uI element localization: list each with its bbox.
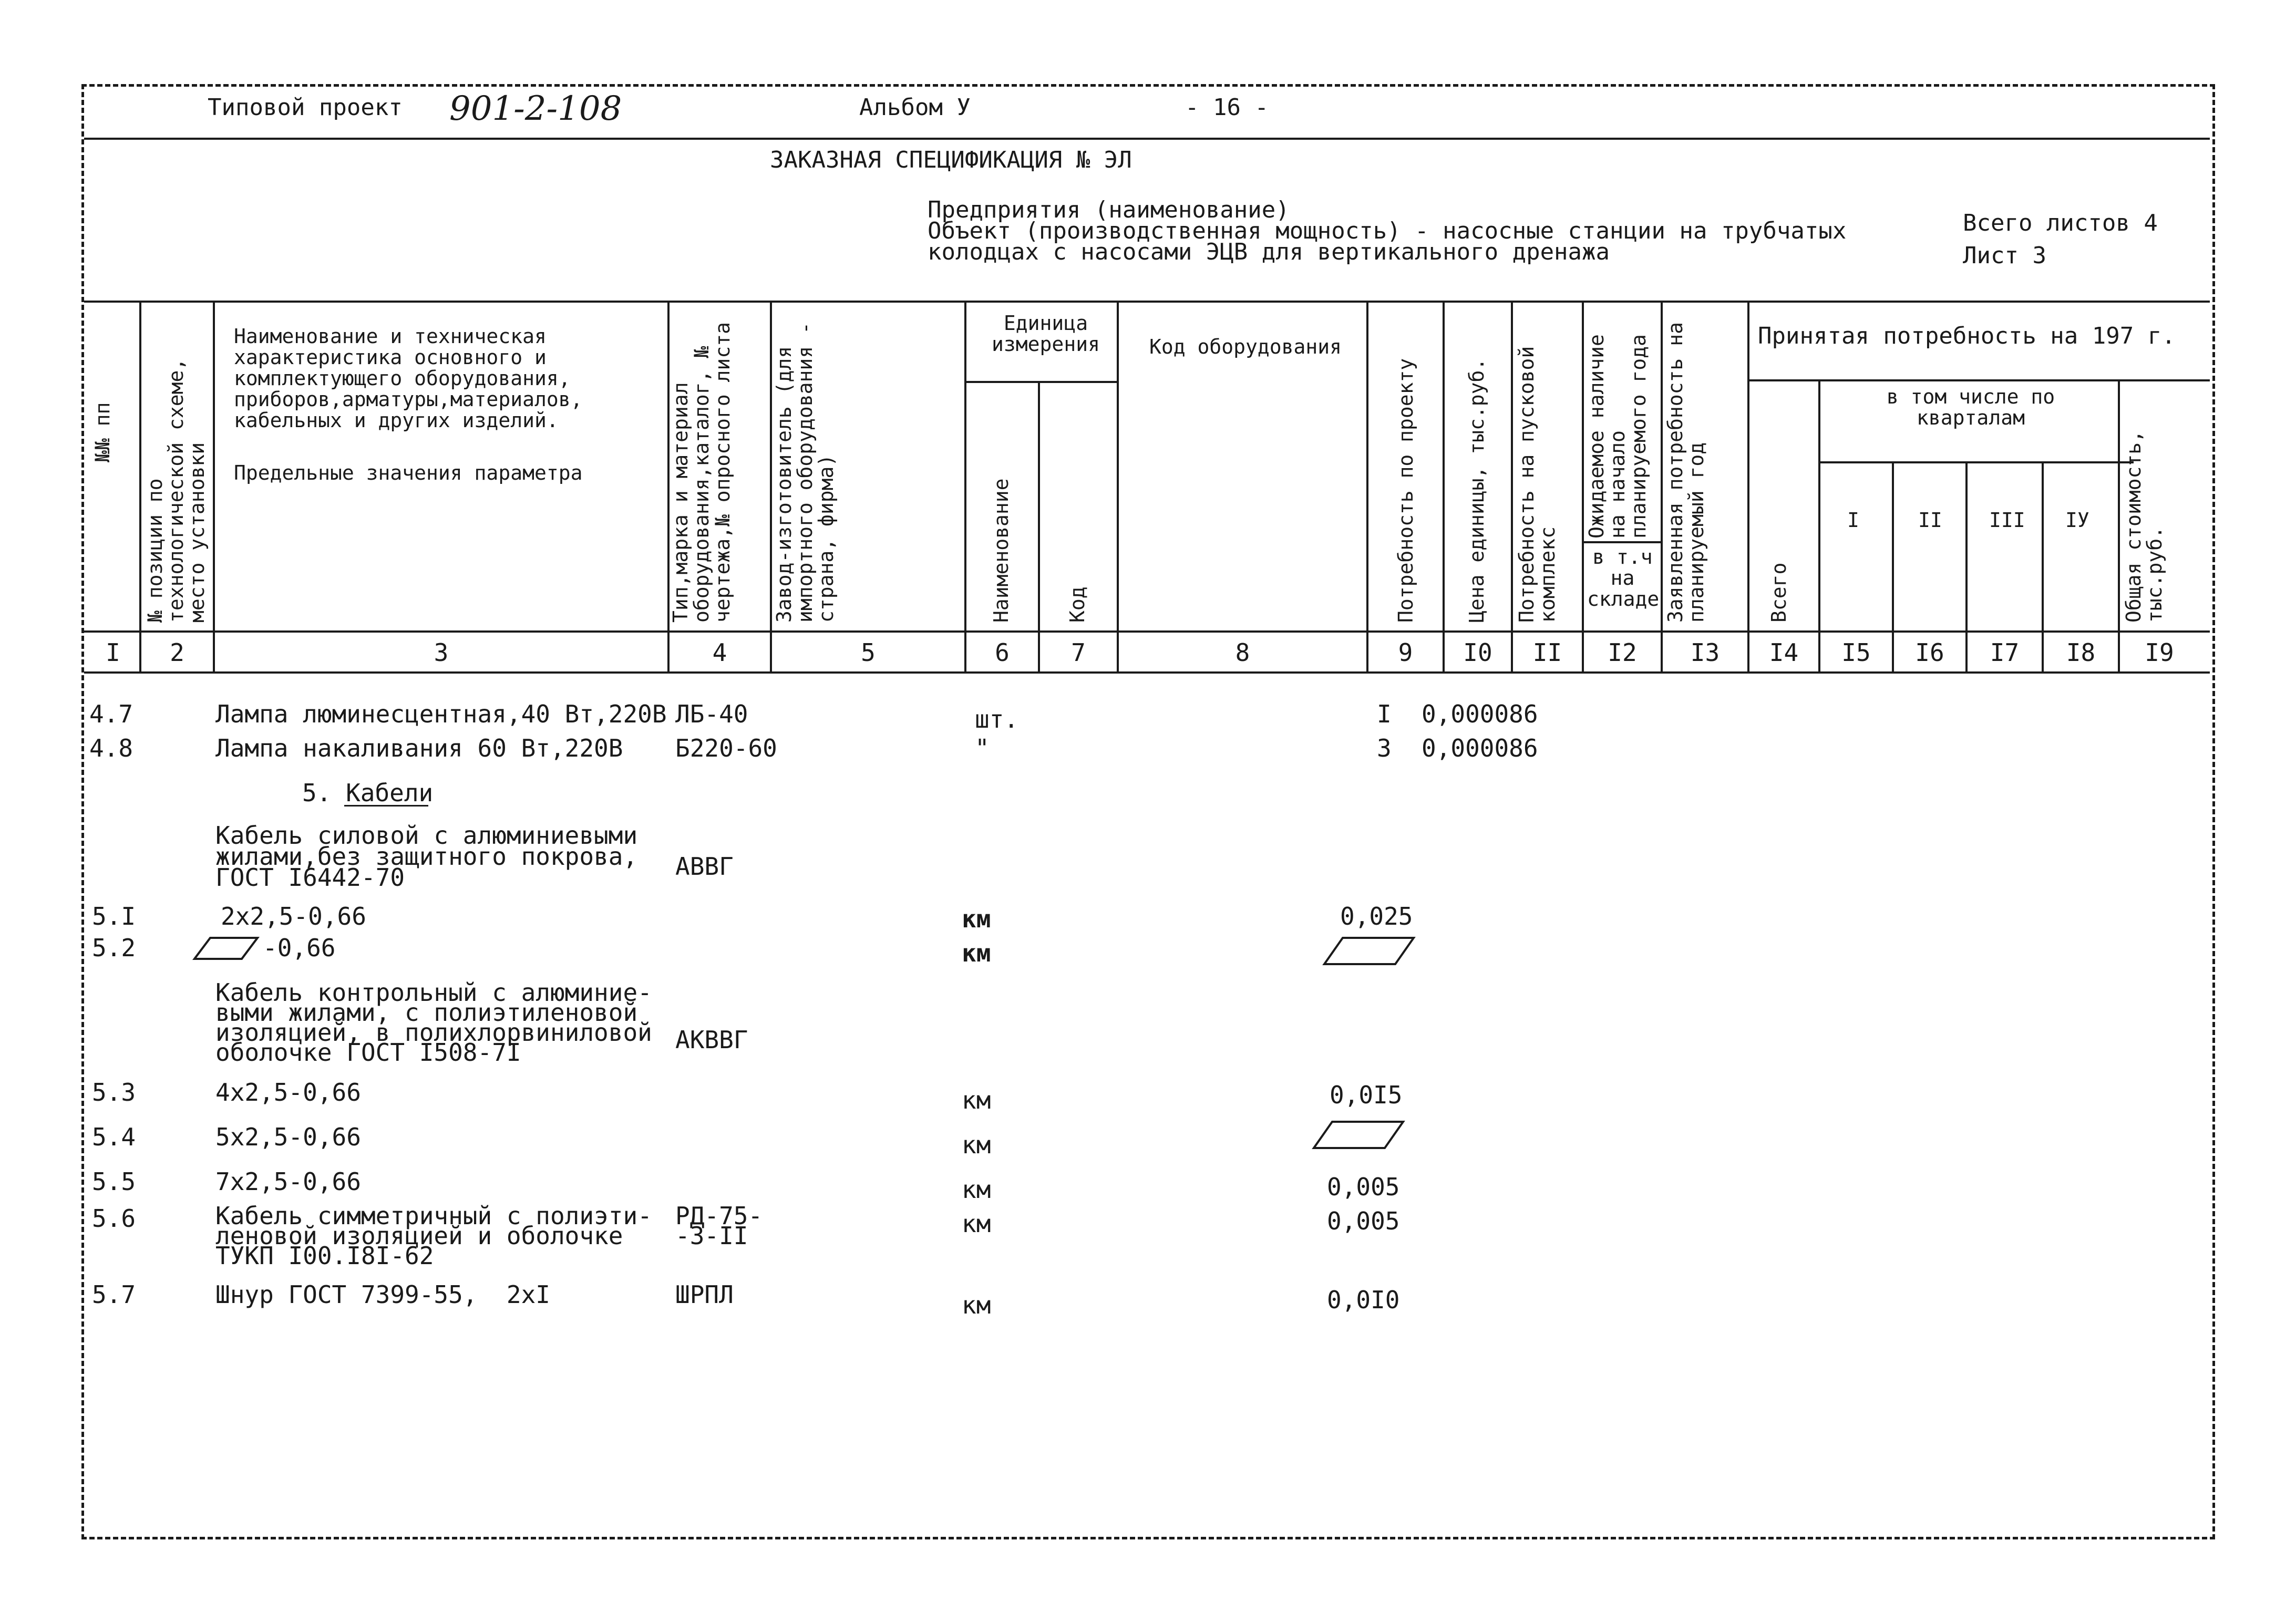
row-5-3-name: 4х2,5-0,66	[215, 1078, 361, 1107]
ditto-mark-5-2	[192, 935, 260, 961]
col3-header-line1: Наименование и техническая	[234, 325, 547, 348]
row-5-2-name: -0,66	[263, 934, 336, 962]
accepted-group-line	[1747, 379, 2210, 381]
project-label: Типовой проект	[208, 94, 403, 121]
enterprise-line: Предприятия (наименование)	[928, 197, 1290, 223]
sheet-number: Лист 3	[1963, 242, 2046, 269]
spec-title: ЗАКАЗНАЯ СПЕЦИФИКАЦИЯ № ЭЛ	[770, 147, 1132, 173]
col5-header: Завод-изготовитель (для импортного оборудования - страна, фирма)	[773, 322, 838, 623]
row-4-7-no: 4.7	[89, 700, 133, 728]
col3-header-line5: кабельных и других изделий.	[234, 409, 559, 432]
cable2-type: АКВВГ	[675, 1026, 748, 1054]
row-4-8-price: 0,000086	[1422, 734, 1538, 762]
q1-header: I	[1847, 509, 1859, 532]
col-line-2	[213, 301, 215, 671]
colnum-15: I5	[1841, 638, 1871, 667]
col4-header: Тип,марка и материал оборудования,каталог, № чертежа,№ опросного листа	[669, 322, 734, 623]
col12-bottom-header: в т.ч на складе	[1587, 545, 1660, 611]
col9-header: Потребность по проекту	[1394, 358, 1417, 623]
row-5-6-line3: ТУКП I00.I8I-62	[215, 1242, 434, 1270]
col-line-8	[1366, 301, 1368, 671]
object-line-1: Объект (производственная мощность) - насосные станции на трубчатых	[928, 218, 1847, 244]
col1-header: №№ пп	[91, 402, 114, 462]
q4-header: IУ	[2065, 509, 2089, 532]
row-5-7-type: ШРПЛ	[675, 1280, 734, 1309]
row-5-1-unit: км	[962, 905, 991, 933]
col-line-4	[770, 301, 772, 671]
row-5-7-qty: 0,0I0	[1327, 1286, 1400, 1314]
row-4-8-type: Б220-60	[675, 734, 777, 762]
col8-header: Код оборудования	[1149, 335, 1342, 358]
col-line-13	[1747, 301, 1749, 671]
col19-header: Общая стоимость, тыс.руб.	[2122, 430, 2166, 623]
colnum-8: 8	[1235, 638, 1250, 667]
col-line-18	[2118, 379, 2120, 671]
col-line-9	[1443, 301, 1445, 671]
row-5-2-no: 5.2	[92, 934, 136, 962]
cable2-line1: Кабель контрольный с алюминие-	[215, 978, 652, 1007]
row-4-7-qty: I	[1377, 700, 1392, 728]
col-line-12	[1661, 301, 1663, 671]
row-5-7-name: Шнур ГОСТ 7399-55, 2хI	[215, 1280, 550, 1309]
col14-header: Всего	[1767, 562, 1790, 623]
colnum-5: 5	[861, 638, 876, 667]
col-line-7	[1117, 301, 1119, 671]
cable2-line4: оболочке ГОСТ I508-7I	[215, 1038, 521, 1067]
row-4-7-unit: шт.	[975, 705, 1019, 733]
col3-header-line2: характеристика основного и	[234, 346, 547, 369]
col6-header: Наименование	[990, 478, 1013, 623]
col-line-1	[139, 301, 141, 671]
col13-header: Заявленная потребность на планируемый год	[1664, 322, 1708, 623]
colnum-9: 9	[1398, 638, 1413, 667]
q2-header: II	[1918, 509, 1942, 532]
col3-header-line4: приборов,арматуры,материалов,	[234, 388, 583, 411]
cable2-line2: выми жилами, с полиэтиленовой	[215, 998, 638, 1027]
unit-group-header: Единица измерения	[992, 312, 1100, 356]
row-5-3-no: 5.3	[92, 1078, 136, 1107]
cable1-line3: ГОСТ I6442-70	[215, 863, 405, 892]
cable1-line1: Кабель силовой с алюминиевыми	[215, 821, 638, 850]
row-5-7-no: 5.7	[92, 1280, 136, 1309]
section-5-title: 5. Кабели	[302, 779, 434, 807]
colnum-7: 7	[1071, 638, 1086, 667]
row-5-6-line2: леновой изоляцией и оболочке	[215, 1222, 623, 1250]
col-line-5	[964, 301, 966, 671]
unit-group-line	[964, 381, 1117, 383]
col-line-11	[1582, 301, 1584, 671]
q3-header: III	[1989, 509, 2025, 532]
quarter-group-line	[1818, 461, 2134, 463]
total-sheets: Всего листов 4	[1963, 210, 2158, 236]
col-line-6	[1038, 381, 1040, 671]
object-line-2: колодцах с насосами ЭЦВ для вертикального дренажа	[928, 239, 1610, 265]
col-line-10	[1511, 301, 1513, 671]
row-5-1-name: 2х2,5-0,66	[221, 902, 366, 930]
col3-header-line3: комплектующего оборудования,	[234, 367, 571, 390]
row-5-5-unit: км	[962, 1175, 991, 1204]
row-5-5-qty: 0,005	[1327, 1173, 1400, 1201]
colnum-4: 4	[712, 638, 727, 667]
col7-header: Код	[1066, 586, 1089, 623]
row-5-4-name: 5х2,5-0,66	[215, 1123, 361, 1151]
row-5-5-no: 5.5	[92, 1167, 136, 1196]
colnum-12: I2	[1608, 638, 1637, 667]
table-numbers-top	[84, 630, 2210, 633]
row-5-6-type1: РД-75-	[675, 1202, 763, 1230]
header-divider	[84, 138, 2210, 140]
row-5-6-unit: км	[962, 1209, 991, 1238]
section-5-underline	[344, 805, 428, 806]
row-5-6-type2: -3-II	[675, 1222, 748, 1250]
colnum-18: I8	[2066, 638, 2096, 667]
table-numbers-bottom	[84, 671, 2210, 674]
colnum-1: I	[106, 638, 120, 667]
cable1-line2: жилами,без защитного покрова,	[215, 842, 638, 871]
row-5-2-unit: км	[962, 939, 991, 967]
colnum-10: I0	[1463, 638, 1492, 667]
row-4-8-no: 4.8	[89, 734, 133, 762]
col2-header: № позиции по технологической схеме, место установки	[143, 358, 209, 623]
row-5-3-qty: 0,0I5	[1330, 1081, 1403, 1109]
page-number: - 16 -	[1185, 94, 1269, 121]
colnum-2: 2	[170, 638, 184, 667]
accepted-header: Принятая потребность на 197 г.	[1758, 323, 2176, 349]
album-label: Альбом У	[859, 94, 971, 121]
row-5-6-no: 5.6	[92, 1204, 136, 1233]
row-4-8-qty: 3	[1377, 734, 1392, 762]
colnum-13: I3	[1690, 638, 1720, 667]
row-5-7-unit: км	[962, 1291, 991, 1319]
row-5-6-line1: Кабель симметричный с полиэти-	[215, 1202, 652, 1230]
col-line-14	[1818, 379, 1820, 671]
cable2-line3: изоляцией, в полихлорвиниловой	[215, 1018, 652, 1047]
col11-header: Потребность на пусковой комплекс	[1515, 346, 1559, 623]
colnum-14: I4	[1769, 638, 1799, 667]
table-top-line	[84, 301, 2210, 303]
row-4-8-unit: "	[975, 734, 990, 762]
row-4-8-name: Лампа накаливания 60 Вт,220В	[215, 734, 623, 762]
colnum-19: I9	[2145, 638, 2174, 667]
row-5-5-name: 7х2,5-0,66	[215, 1167, 361, 1196]
cable1-type: АВВГ	[675, 852, 734, 881]
project-number: 901-2-108	[449, 89, 622, 128]
quarters-group-header: в том числе по кварталам	[1886, 385, 2055, 429]
row-5-1-no: 5.I	[92, 902, 136, 930]
colnum-16: I6	[1915, 638, 1944, 667]
ditto-mark-5-2-qty	[1322, 935, 1416, 967]
ditto-mark-5-4-qty	[1311, 1119, 1406, 1151]
row-5-6-qty: 0,005	[1327, 1207, 1400, 1235]
colnum-6: 6	[995, 638, 1010, 667]
col3-header-line6: Предельные значения параметра	[234, 461, 583, 484]
row-5-1-qty: 0,025	[1340, 902, 1413, 930]
row-4-7-name: Лампа люминесцентная,40 Вт,220В	[215, 700, 667, 728]
row-4-7-type: ЛБ-40	[675, 700, 748, 728]
row-5-4-no: 5.4	[92, 1123, 136, 1151]
col12-top-header: Ожидаемое наличие на начало планируемого года	[1585, 334, 1650, 539]
col10-header: Цена единицы, тыс.руб.	[1465, 358, 1488, 623]
row-5-3-unit: км	[962, 1086, 991, 1114]
colnum-11: II	[1532, 638, 1562, 667]
colnum-3: 3	[434, 638, 449, 667]
row-5-4-unit: км	[962, 1131, 991, 1159]
c12-split-line	[1582, 541, 1661, 543]
row-4-7-price: 0,000086	[1422, 700, 1538, 728]
colnum-17: I7	[1990, 638, 2020, 667]
